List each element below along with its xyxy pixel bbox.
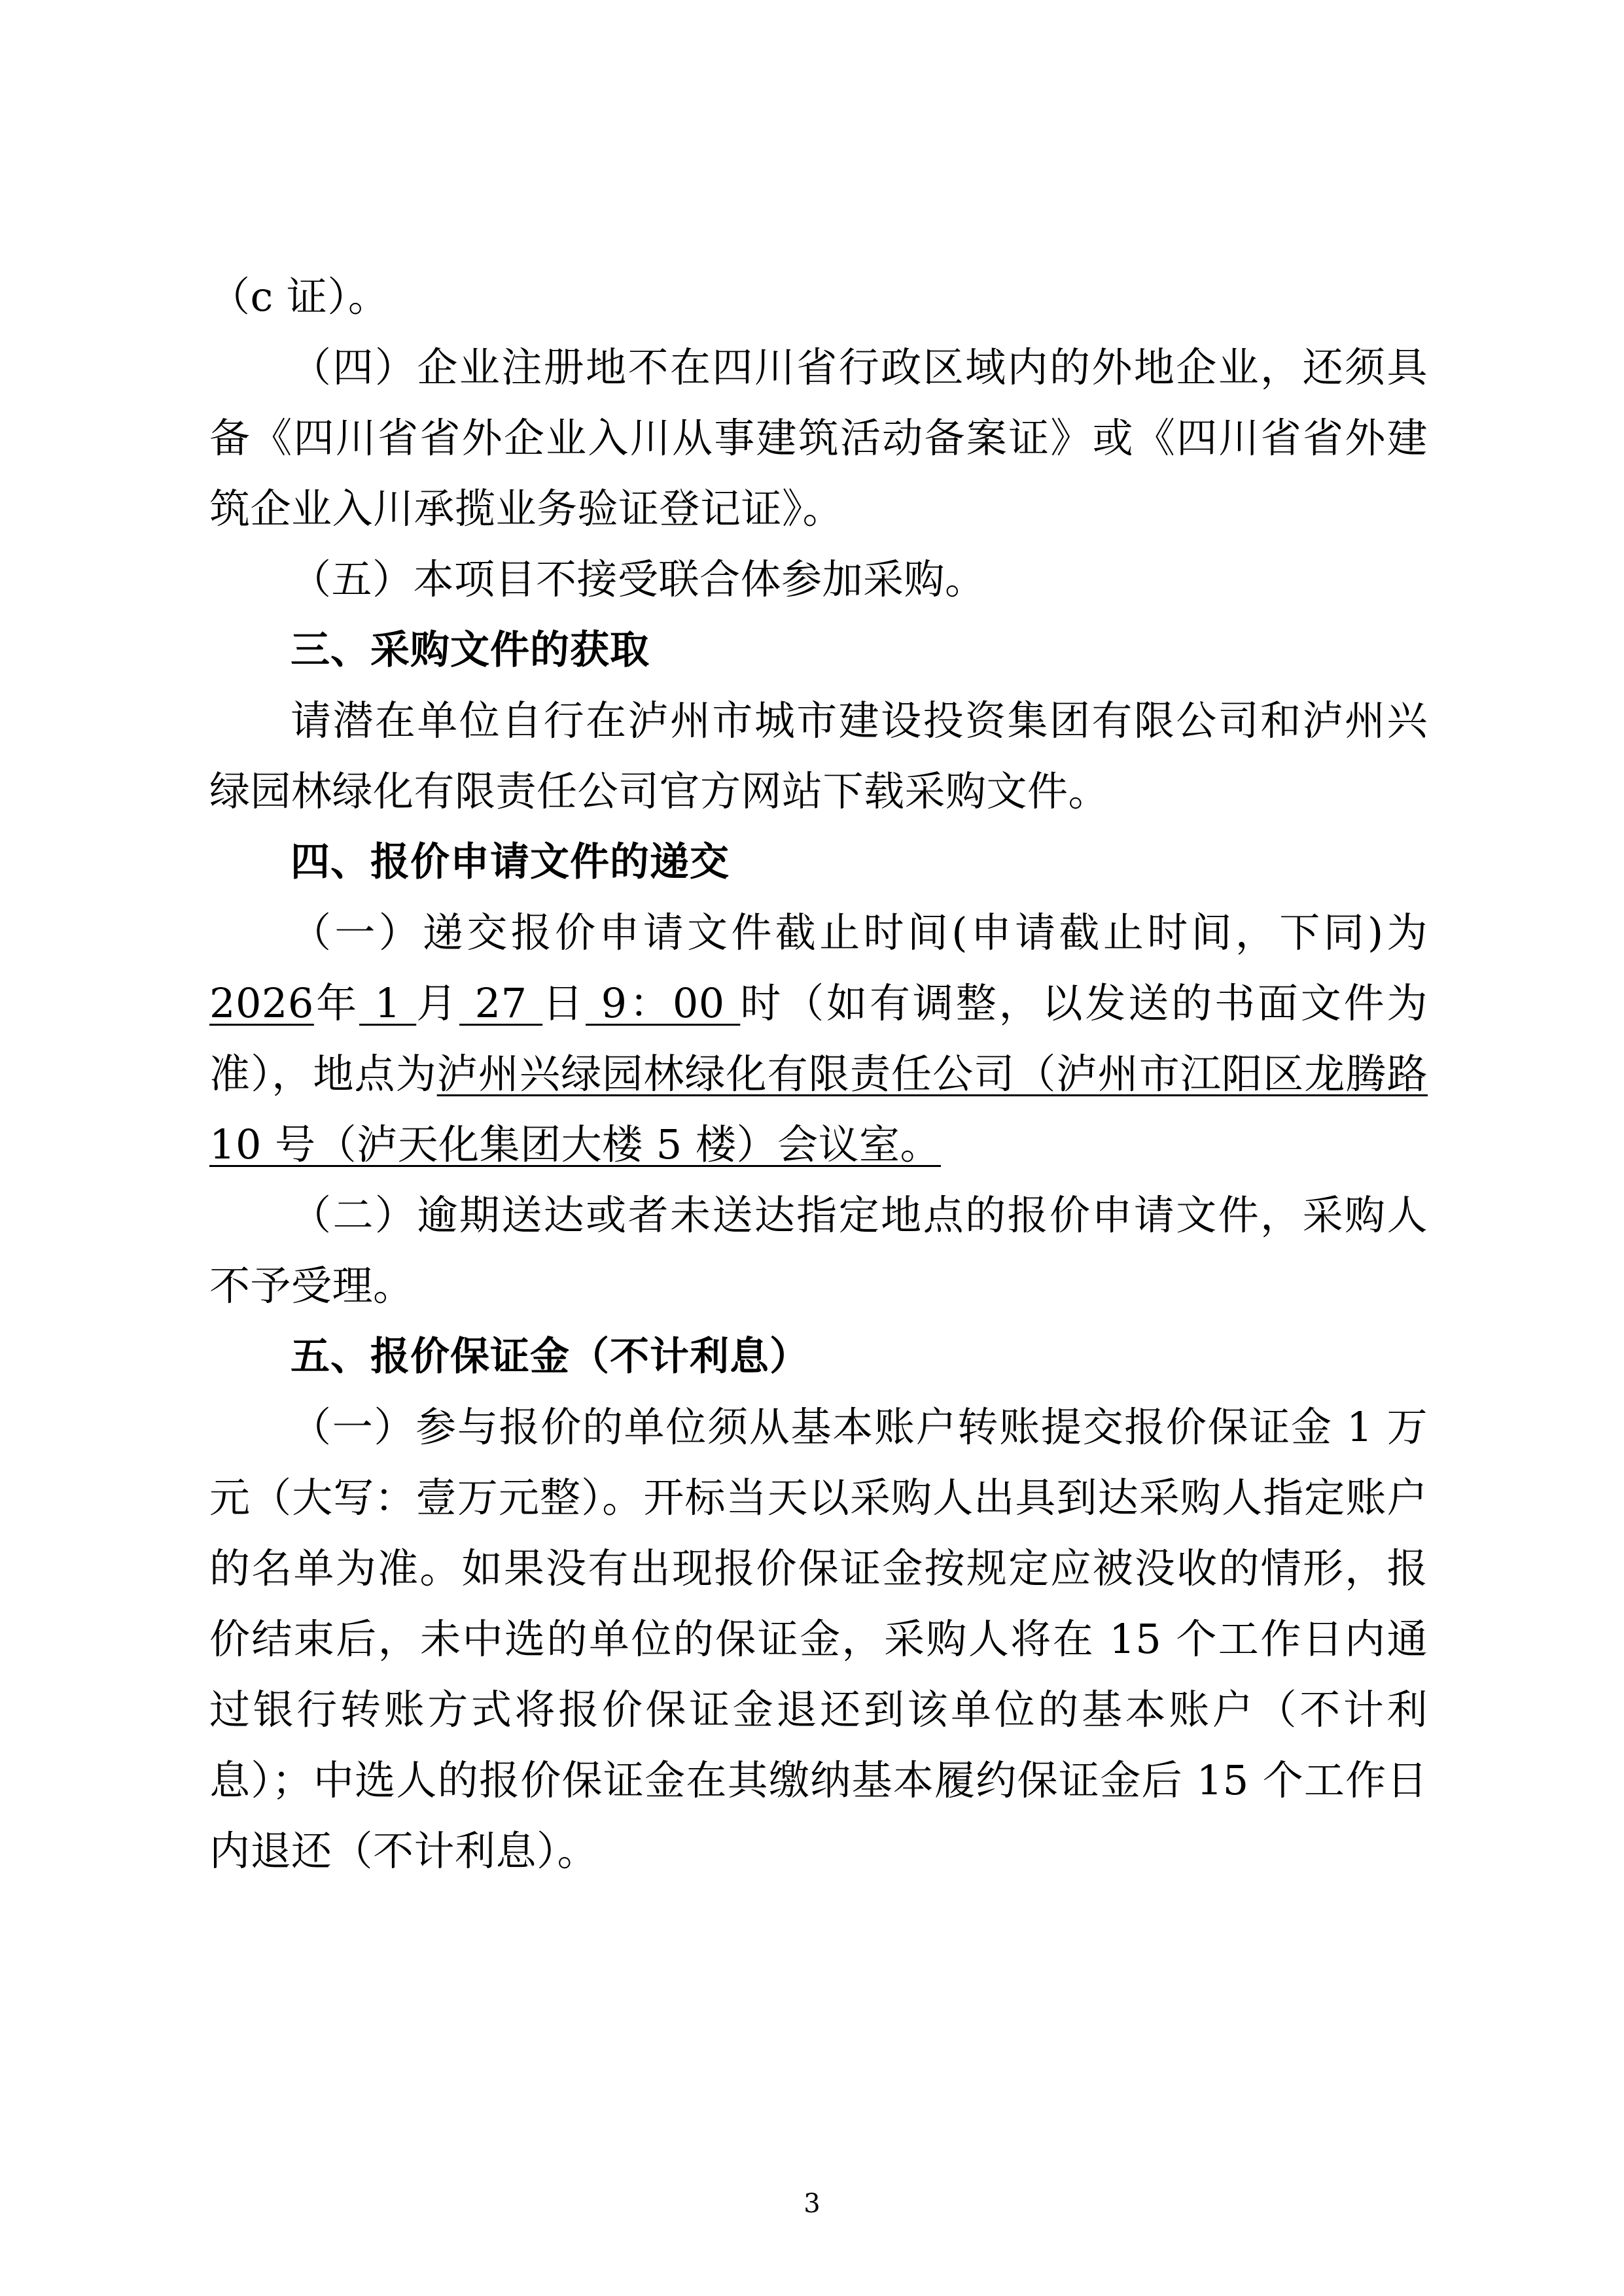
paragraph-submission-deadline: [209, 897, 1428, 1180]
paragraph-c-certificate: （c 证）。: [209, 273, 389, 321]
paragraph-item-four: （四）企业注册地不在四川省行政区域内的外地企业，还须具备《四川省省外企业入川从事建筑活动备案证》或《四川省省外建筑企业入川承揽业务验证登记证》。: [209, 343, 1428, 532]
deadline-year: 2026: [209, 979, 314, 1027]
paragraph-bid-bond: （一）参与报价的单位须从基本账户转账提交报价保证金 1 万元（大写：壹万元整）。开标当天以采购人出具到达采购人指定账户的名单为准。如果没有出现报价保证金按规定应被没收的情形，报价结束后，未中选的单位的保证金，采购人将在 15 个工作日内通过银行转账方式将报价保证金退还到该单位的基本账户（不计利息）；中选人的报价保证金在其缴纳基本履约保证金后 15 个工作日内退还（不计利息）。: [209, 1403, 1428, 1875]
heading-section-five: 五、报价保证金（不计利息）: [291, 1334, 809, 1380]
deadline-day: 27: [459, 979, 543, 1027]
paragraph-late-submission: （二）逾期送达或者未送达指定地点的报价申请文件，采购人不予受理。: [209, 1191, 1428, 1310]
run-text: 月: [416, 979, 460, 1027]
paragraph-item-five: （五）本项目不接受联合体参加采购。: [291, 555, 986, 603]
deadline-month: 1: [359, 979, 417, 1027]
heading-section-three: 三、采购文件的获取: [291, 627, 650, 673]
heading-section-four: 四、报价申请文件的递交: [291, 839, 730, 885]
page-number: 3: [803, 2189, 821, 2219]
run-text: 日: [542, 979, 586, 1027]
paragraph-document-download: 请潜在单位自行在泸州市城市建设投资集团有限公司和泸州兴绿园林绿化有限责任公司官方网站下载采购文件。: [209, 697, 1428, 815]
run-text: （一）递交报价申请文件截止时间(申请截止时间，下同)为: [291, 909, 1428, 956]
run-text: 时（如有调整，以发送的书面文件为准），地点为: [209, 979, 1428, 1098]
run-text: 年: [313, 979, 360, 1027]
deadline-time: 9：00: [586, 979, 741, 1027]
submission-location: 泸州兴绿园林绿化有限责任公司（泸州市江阳区龙腾路 10 号（泸天化集团大楼 5 楼）会议室。: [209, 1050, 1428, 1168]
